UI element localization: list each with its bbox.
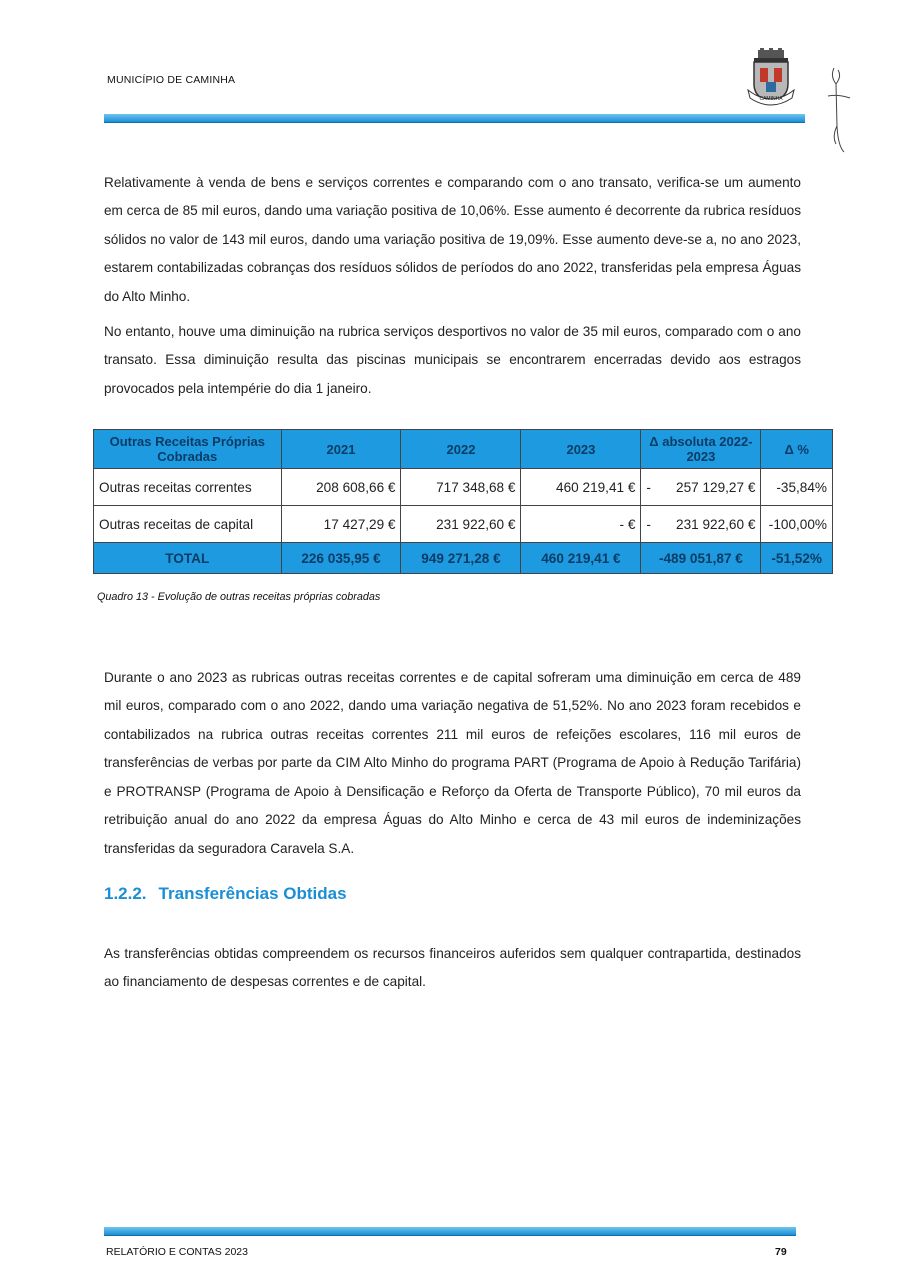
header-2021: 2021 xyxy=(281,430,401,469)
section-title: Transferências Obtidas xyxy=(158,884,347,903)
document-header-title: MUNICÍPIO DE CAMINHA xyxy=(107,74,236,86)
table-row xyxy=(94,506,833,543)
header-abs-delta: Δ absoluta 2022-2023 xyxy=(641,430,761,469)
paragraph-other-revenue: Durante o ano 2023 as rubricas outras receitas correntes e de capital sofreram uma diminuição em cerca de 489 mil euros, comparado com o ano 2022, dando uma variação negativa de 51,52%. No ano 2023 foram recebidos e contabilizados na rubrica outras receitas correntes 211 mil euros de refeições escolares, 116 mil euros de transferências de verbas por parte da CIM Alto Minho do programa PART (Programa de Apoio à Redução Tarifária) e PROTRANSP (Programa de Apoio à Densificação e Reforço da Oferta de Transporte Público), 70 mil euros da retribuição anual do ano 2022 da empresa Águas do Alto Minho e cerca de 43 mil euros de indeminizações transferidas da seguradora Caravela S.A. xyxy=(104,669,801,856)
other-revenue-table xyxy=(93,429,833,574)
header-pct-delta: Δ % xyxy=(761,430,833,469)
total-abs-delta: -489 051,87 € xyxy=(641,543,761,574)
handwritten-signature xyxy=(822,66,862,156)
cell-pct-delta: -35,84% xyxy=(761,469,833,506)
header-accent-bar xyxy=(104,114,805,123)
footer-accent-bar xyxy=(104,1227,796,1236)
cell-2021: 208 608,66 € xyxy=(281,469,401,506)
total-2021: 226 035,95 € xyxy=(281,543,401,574)
paragraph-transfers: As transferências obtidas compreendem os recursos financeiros auferidos sem qualquer contrapartida, destinados ao financiamento de despesas correntes e de capital. xyxy=(104,945,801,990)
cell-2022: 231 922,60 € xyxy=(401,506,521,543)
row-label: Outras receitas correntes xyxy=(94,469,282,506)
cell-abs-delta xyxy=(641,469,761,506)
cell-2022: 717 348,68 € xyxy=(401,469,521,506)
cell-2023: - € xyxy=(521,506,641,543)
header-2023: 2023 xyxy=(521,430,641,469)
cell-2023: 460 219,41 € xyxy=(521,469,641,506)
cell-abs-delta xyxy=(641,506,761,543)
table-caption: Quadro 13 - Evolução de outras receitas próprias cobradas xyxy=(97,591,381,603)
section-number: 1.2.2. xyxy=(104,884,147,903)
total-label: TOTAL xyxy=(94,543,282,574)
page-number: 79 xyxy=(775,1246,787,1258)
footer-report-title: RELATÓRIO E CONTAS 2023 xyxy=(106,1246,248,1258)
crest-banner-text: CAMINHA xyxy=(759,96,783,102)
row-label: Outras receitas de capital xyxy=(94,506,282,543)
paragraph-sports-services: No entanto, houve uma diminuição na rubrica serviços desportivos no valor de 35 mil euros, comparado com o ano transato. Essa diminuição resulta das piscinas municipais se encontrarem encerradas devido aos estragos provocados pela intempérie do dia 1 janeiro. xyxy=(104,323,801,396)
abs-sign: - xyxy=(646,516,651,532)
cell-pct-delta: -100,00% xyxy=(761,506,833,543)
table-header-row xyxy=(94,430,833,469)
table-row xyxy=(94,469,833,506)
municipal-crest-logo xyxy=(746,48,796,106)
header-2022: 2022 xyxy=(401,430,521,469)
total-pct-delta: -51,52% xyxy=(761,543,833,574)
cell-2021: 17 427,29 € xyxy=(281,506,401,543)
table-total-row xyxy=(94,543,833,574)
total-2023: 460 219,41 € xyxy=(521,543,641,574)
total-2022: 949 271,28 € xyxy=(401,543,521,574)
paragraph-sales-services: Relativamente à venda de bens e serviços correntes e comparando com o ano transato, verifica-se um aumento em cerca de 85 mil euros, dando uma variação positiva de 10,06%. Esse aumento é decorrente da rubrica resíduos sólidos no valor de 143 mil euros, dando uma variação positiva de 19,09%. Esse aumento deve-se a, no ano 2023, estarem contabilizadas cobranças dos resíduos sólidos de períodos do ano 2022, transferidas pela empresa Águas do Alto Minho. xyxy=(104,174,801,304)
abs-value: 257 129,27 € xyxy=(676,479,756,495)
header-label: Outras Receitas Próprias Cobradas xyxy=(94,430,282,469)
abs-value: 231 922,60 € xyxy=(676,516,756,532)
abs-sign: - xyxy=(646,479,651,495)
section-heading xyxy=(104,884,347,904)
